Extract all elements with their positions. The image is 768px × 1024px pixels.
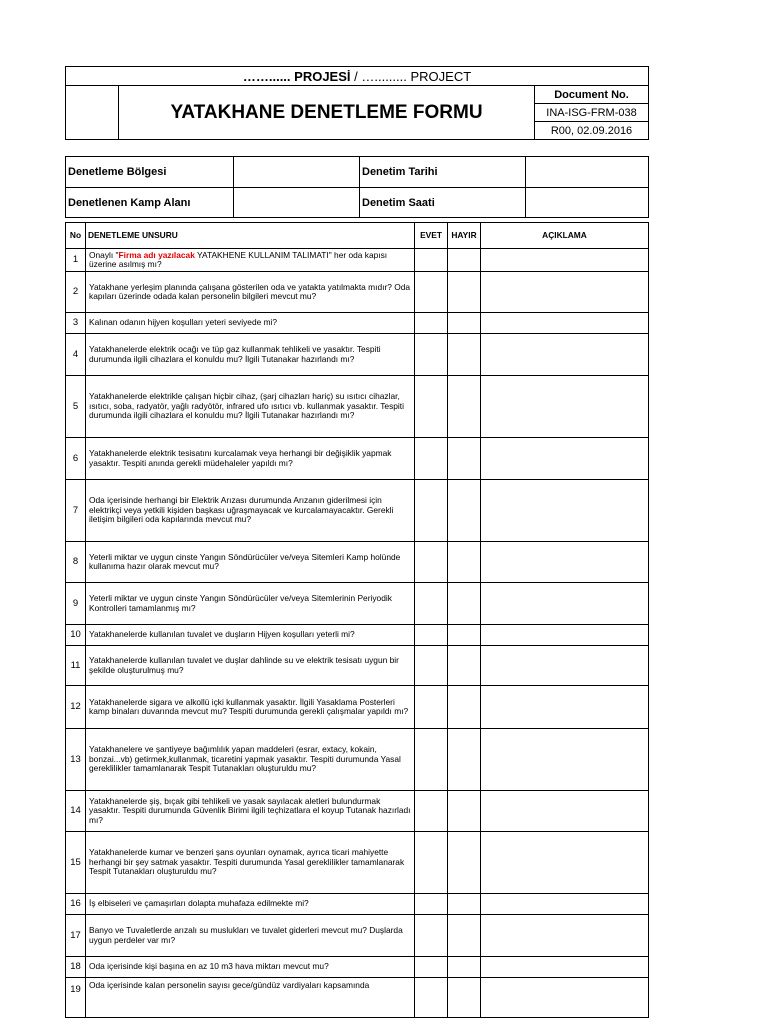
table-row (66, 480, 649, 542)
form-title: YATAKHANE DENETLEME FORMU (119, 86, 535, 140)
document-label: Document No. (535, 86, 649, 104)
table-row (66, 583, 649, 625)
project-dots-2: …......... (361, 68, 411, 84)
project-dots: ……...... (242, 68, 291, 84)
camp-label: Denetlenen Kamp Alanı (66, 188, 234, 218)
row-number: 13 (66, 729, 86, 791)
project-en: PROJECT (410, 68, 472, 84)
description-cell[interactable] (481, 249, 649, 272)
no-cell[interactable] (448, 729, 481, 791)
no-cell[interactable] (448, 915, 481, 957)
yes-cell[interactable] (415, 272, 448, 313)
row-question: Yatakhanelerde elektrikle çalışan hiçbir cihaz, (şarj cihazları hariç) su ısıtıcı cihazlar, ısıtıcı, soba, radyatör, yağlı radyötör, infrared ufo ısıtıcı vb. kullanmak yasaktır. Tespiti durumunda ilgili cihazlara el konuldu mu? İlgili Tutanakar hazırlandı mı? (86, 376, 415, 438)
yes-cell[interactable] (415, 729, 448, 791)
table-row (66, 313, 649, 334)
no-cell[interactable] (448, 438, 481, 480)
no-cell[interactable] (448, 625, 481, 646)
row-number: 4 (66, 334, 86, 376)
no-cell[interactable] (448, 313, 481, 334)
checklist-header-row (66, 223, 649, 249)
yes-cell[interactable] (415, 480, 448, 542)
row-question (86, 249, 415, 272)
row-number: 14 (66, 791, 86, 832)
table-row (66, 686, 649, 729)
q1-company-placeholder: Firma adı yazılacak (118, 249, 195, 260)
no-cell[interactable] (448, 272, 481, 313)
yes-cell[interactable] (415, 957, 448, 978)
col-yes-header: EVET (415, 223, 448, 249)
project-line (66, 67, 649, 86)
description-cell[interactable] (481, 542, 649, 583)
description-cell[interactable] (481, 791, 649, 832)
yes-cell[interactable] (415, 376, 448, 438)
row-number: 6 (66, 438, 86, 480)
row-number: 2 (66, 272, 86, 313)
form-header (65, 66, 649, 140)
no-cell[interactable] (448, 957, 481, 978)
description-cell[interactable] (481, 729, 649, 791)
table-row (66, 542, 649, 583)
description-cell[interactable] (481, 646, 649, 686)
description-cell[interactable] (481, 480, 649, 542)
q1-post: YATAKHENE KULLANIM TALIMATI" her oda kapısı üzerine asılmış mı? (89, 249, 388, 269)
row-question: Banyo ve Tuvaletlerde arızalı su muslukları ve tuvalet giderleri mevcut mu? Duşlarda uygun perdeler var mı? (86, 915, 415, 957)
description-cell[interactable] (481, 832, 649, 894)
yes-cell[interactable] (415, 438, 448, 480)
yes-cell[interactable] (415, 334, 448, 376)
row-question: Oda içerisinde kalan personelin sayısı gece/gündüz vardiyaları kapsamında (86, 978, 415, 1018)
row-number: 18 (66, 957, 86, 978)
region-field[interactable] (234, 157, 360, 188)
row-question: Yatakhanelerde elektrik ocağı ve tüp gaz kullanmak tehlikeli ve yasaktır. Tespiti durumunda ilgili cihazlara el konuldu mu? İlgili Tutanakar hazırlandı mı? (86, 334, 415, 376)
q1-pre: Onaylı " (89, 249, 119, 260)
yes-cell[interactable] (415, 646, 448, 686)
yes-cell[interactable] (415, 832, 448, 894)
no-cell[interactable] (448, 686, 481, 729)
table-row (66, 832, 649, 894)
row-number: 10 (66, 625, 86, 646)
table-row (66, 334, 649, 376)
row-number: 9 (66, 583, 86, 625)
table-row (66, 272, 649, 313)
description-cell[interactable] (481, 625, 649, 646)
date-label: Denetim Tarihi (360, 157, 526, 188)
row-question: Kalınan odanın hijyen koşulları yeteri seviyede mi? (86, 313, 415, 334)
description-cell[interactable] (481, 313, 649, 334)
row-number: 7 (66, 480, 86, 542)
yes-cell[interactable] (415, 583, 448, 625)
table-row (66, 957, 649, 978)
no-cell[interactable] (448, 791, 481, 832)
row-question: Yatakhanelerde kumar ve benzeri şans oyunları oynamak, ayrıca ticari mahiyette herhangi bir şey satmak yasaktır. Tespiti durumunda Yasal gereklilikler tamamlanarak Tespit Tutanakları oluşturuldu mu? (86, 832, 415, 894)
no-cell[interactable] (448, 978, 481, 1018)
no-cell[interactable] (448, 894, 481, 915)
table-row (66, 438, 649, 480)
no-cell[interactable] (448, 249, 481, 272)
yes-cell[interactable] (415, 686, 448, 729)
no-cell[interactable] (448, 832, 481, 894)
row-question: Yatakhanelerde elektrik tesisatını kurcalamak veya herhangi bir değişiklik yapmak yasaktır. Tespiti anında gerekli müdehaleler yapıldı mı? (86, 438, 415, 480)
table-row (66, 915, 649, 957)
no-cell[interactable] (448, 583, 481, 625)
description-cell[interactable] (481, 915, 649, 957)
col-no-answer-header: HAYIR (448, 223, 481, 249)
row-number: 8 (66, 542, 86, 583)
date-field[interactable] (526, 157, 649, 188)
row-question: Oda içerisinde herhangi bir Elektrik Arızası durumunda Arızanın giderilmesi için elektrikçi veya yetkili kişiden başkası uğraşmayacak ve kurcalamayacaktır. Gerekli iletişim bilgileri oda kapılarında mevcut mu? (86, 480, 415, 542)
table-row (66, 376, 649, 438)
yes-cell[interactable] (415, 313, 448, 334)
yes-cell[interactable] (415, 791, 448, 832)
col-item-header: DENETLEME UNSURU (86, 223, 415, 249)
revision-date: R00, 02.09.2016 (535, 122, 649, 140)
table-row (66, 978, 649, 1018)
table-row (66, 791, 649, 832)
row-number: 17 (66, 915, 86, 957)
description-cell[interactable] (481, 894, 649, 915)
yes-cell[interactable] (415, 915, 448, 957)
yes-cell[interactable] (415, 978, 448, 1018)
row-question: Yatakhanelerde sigara ve alkollü içki kullanmak yasaktır. İlgili Yasaklama Posterleri kamp binaları duvarında mevcut mu? Tespiti durumunda gerekli çalışmalar yapıldı mı? (86, 686, 415, 729)
inspection-info (65, 156, 649, 218)
time-label: Denetim Saati (360, 188, 526, 218)
description-cell[interactable] (481, 334, 649, 376)
no-cell[interactable] (448, 480, 481, 542)
project-tr: PROJESİ (294, 68, 351, 84)
row-number: 19 (66, 978, 86, 1018)
row-number: 12 (66, 686, 86, 729)
yes-cell[interactable] (415, 625, 448, 646)
no-cell[interactable] (448, 646, 481, 686)
description-cell[interactable] (481, 686, 649, 729)
row-question: Oda içerisinde kişi başına en az 10 m3 hava miktarı mevcut mu? (86, 957, 415, 978)
document-number: INA-ISG-FRM-038 (535, 104, 649, 122)
description-cell[interactable] (481, 978, 649, 1018)
table-row (66, 625, 649, 646)
region-label: Denetleme Bölgesi (66, 157, 234, 188)
no-cell[interactable] (448, 542, 481, 583)
col-no-header: No (66, 223, 86, 249)
description-cell[interactable] (481, 376, 649, 438)
row-number: 15 (66, 832, 86, 894)
row-number: 3 (66, 313, 86, 334)
row-number: 5 (66, 376, 86, 438)
yes-cell[interactable] (415, 894, 448, 915)
row-number: 11 (66, 646, 86, 686)
col-description-header: AÇIKLAMA (481, 223, 649, 249)
time-field[interactable] (526, 188, 649, 218)
row-question: Yatakhanelerde kullanılan tuvalet ve duşların Hijyen koşulları yeterli mi? (86, 625, 415, 646)
row-question: Yeterli miktar ve uygun cinste Yangın Söndürücüler ve/veya Sitemlerinin Periyodik Kontrolleri tamamlanmış mı? (86, 583, 415, 625)
table-row (66, 249, 649, 272)
yes-cell[interactable] (415, 249, 448, 272)
row-question: Yatakhanelerde kullanılan tuvalet ve duşlar dahlinde su ve elektrik tesisatı uygun bir şekilde oluşturulmuş mu? (86, 646, 415, 686)
table-row (66, 894, 649, 915)
row-question: Yatakhanelere ve şantiyeye bağımlılık yapan maddeleri (esrar, extacy, kokain, bonzai...vb) getirmek,kullanmak, ticaretini yapmak yasaktır. Tespiti durumunda Yasal gereklilikler tamamlanarak Tespit Tutanakları oluşturuldu mu? (86, 729, 415, 791)
description-cell[interactable] (481, 583, 649, 625)
description-cell[interactable] (481, 957, 649, 978)
table-row (66, 729, 649, 791)
row-question: Yatakhanelerde şiş, bıçak gibi tehlikeli ve yasak sayılacak aletleri bulundurmak yasaktır. Tespiti durumunda Güvenlik Birimi ilgili teçhizatlara el koyup Tutanak hazırladı mı? (86, 791, 415, 832)
row-question: Yatakhane yerleşim planında çalışana gösterilen oda ve yatakta yatılmakta mıdır? Oda kapıları üzerinde odada kalan personelin bilgileri mevcut mu? (86, 272, 415, 313)
checklist-table (65, 222, 649, 1018)
description-cell[interactable] (481, 272, 649, 313)
no-cell[interactable] (448, 334, 481, 376)
logo-cell (66, 86, 119, 140)
no-cell[interactable] (448, 376, 481, 438)
row-question: Yeterli miktar ve uygun cinste Yangın Söndürücüler ve/veya Sitemleri Kamp holünde kullanıma hazır olarak mevcut mu? (86, 542, 415, 583)
row-number: 1 (66, 249, 86, 272)
camp-field[interactable] (234, 188, 360, 218)
row-number: 16 (66, 894, 86, 915)
yes-cell[interactable] (415, 542, 448, 583)
row-question: İş elbiseleri ve çamaşırları dolapta muhafaza edilmekte mi? (86, 894, 415, 915)
project-slash: / (350, 68, 362, 84)
table-row (66, 646, 649, 686)
description-cell[interactable] (481, 438, 649, 480)
